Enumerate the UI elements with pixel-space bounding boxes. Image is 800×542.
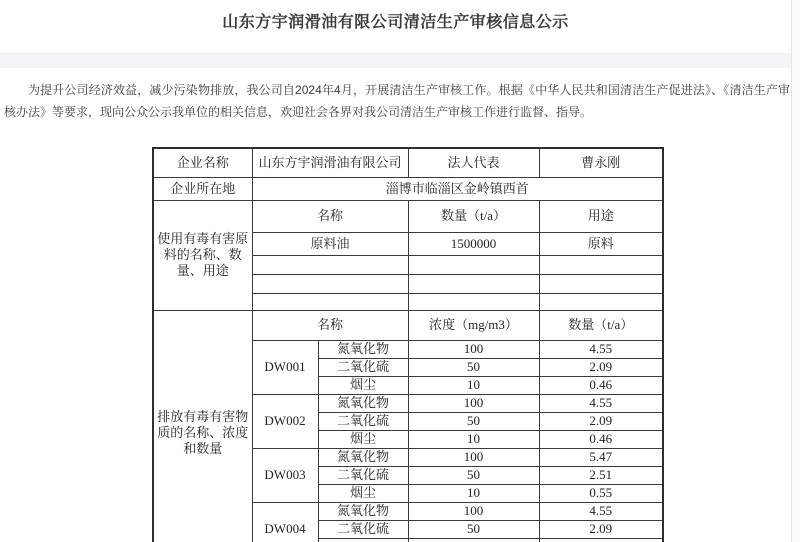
pollutant-name-cell: 烟尘 — [318, 430, 408, 448]
concentration-cell: 100 — [408, 448, 539, 466]
location-cell: 淄博市临淄区金岭镇西首 — [252, 177, 663, 200]
quantity-cell: 0.46 — [539, 376, 663, 394]
dw-code-cell: DW002 — [252, 394, 318, 448]
quantity-cell: 5.47 — [539, 448, 663, 466]
quantity-cell: 2.09 — [539, 358, 663, 376]
pollutant-name-cell: 氮氧化物 — [318, 448, 408, 466]
table-row — [153, 177, 663, 200]
material-quantity-cell — [408, 293, 539, 310]
concentration-cell: 50 — [408, 520, 539, 538]
pollutant-name-cell: 烟尘 — [318, 484, 408, 502]
concentration-cell: 100 — [408, 502, 539, 520]
page-title: 山东方宇润滑油有限公司清洁生产审核信息公示 — [222, 14, 569, 31]
pollutant-name-cell: 氮氧化物 — [318, 340, 408, 358]
audit-info-table — [152, 147, 664, 542]
quantity-cell — [539, 538, 663, 542]
dw-code-cell: DW001 — [252, 340, 318, 394]
quantity-cell: 4.55 — [539, 340, 663, 358]
page-header — [0, 0, 791, 53]
quantity-cell: 4.55 — [539, 502, 663, 520]
quantity-cell: 0.55 — [539, 484, 663, 502]
concentration-cell: 50 — [408, 412, 539, 430]
material-usage-cell — [539, 274, 663, 293]
quantity-cell: 2.09 — [539, 412, 663, 430]
pollutant-name-cell: 氮氧化物 — [318, 502, 408, 520]
concentration-cell: 100 — [408, 394, 539, 412]
scrollbar-track[interactable] — [791, 0, 800, 542]
intro-paragraph: 为提升公司经济效益，减少污染物排放，我公司自2024年4月，开展清洁生产审核工作。根据《中华人民共和国清洁生产促进法》、《清洁生产审核办法》等要求，现向公众公示我单位的相关信息，欢迎社会各界对我公司清洁生产审核工作进行监督、指导。 — [4, 83, 790, 119]
material-quantity-cell — [408, 274, 539, 293]
pollutant-name-cell: 氮氧化物 — [318, 394, 408, 412]
concentration-cell: 10 — [408, 430, 539, 448]
company-name-cell: 山东方宇润滑油有限公司 — [252, 148, 408, 177]
quantity-cell: 2.09 — [539, 520, 663, 538]
material-usage-cell: 原料 — [539, 232, 663, 255]
pollutant-name-cell: 二氧化硫 — [318, 466, 408, 484]
pollutant-name-cell: 烟尘 — [318, 376, 408, 394]
emissions-header-name-cell: 名称 — [252, 310, 408, 340]
table-row — [153, 200, 663, 232]
material-name-cell: 原料油 — [252, 232, 408, 255]
emissions-header-quantity-cell: 数量（t/a） — [539, 310, 663, 340]
materials-header-usage-cell: 用途 — [539, 200, 663, 232]
emissions-header-concentration-cell: 浓度（mg/m3） — [408, 310, 539, 340]
material-name-cell — [252, 255, 408, 274]
location-label-cell: 企业所在地 — [153, 177, 252, 200]
material-quantity-cell — [408, 255, 539, 274]
pollutant-name-cell — [318, 538, 408, 542]
concentration-cell: 10 — [408, 484, 539, 502]
concentration-cell: 10 — [408, 376, 539, 394]
material-usage-cell — [539, 255, 663, 274]
material-quantity-cell: 1500000 — [408, 232, 539, 255]
material-name-cell — [252, 293, 408, 310]
legal-rep-cell: 曹永刚 — [539, 148, 663, 177]
quantity-cell: 2.51 — [539, 466, 663, 484]
materials-header-name-cell: 名称 — [252, 200, 408, 232]
concentration-cell — [408, 538, 539, 542]
table-row — [153, 310, 663, 340]
dw-code-cell: DW004 — [252, 502, 318, 542]
pollutant-name-cell: 二氧化硫 — [318, 358, 408, 376]
company-name-label-cell: 企业名称 — [153, 148, 252, 177]
quantity-cell: 0.46 — [539, 430, 663, 448]
legal-rep-label-cell: 法人代表 — [408, 148, 539, 177]
concentration-cell: 100 — [408, 340, 539, 358]
quantity-cell: 4.55 — [539, 394, 663, 412]
materials-section-label-cell: 使用有毒有害原料的名称、数量、用途 — [153, 200, 252, 310]
pollutant-name-cell: 二氧化硫 — [318, 520, 408, 538]
emissions-section-label-cell: 排放有毒有害物质的名称、浓度和数量 — [153, 310, 252, 542]
pollutant-name-cell: 二氧化硫 — [318, 412, 408, 430]
concentration-cell: 50 — [408, 466, 539, 484]
table-row — [153, 148, 663, 177]
material-usage-cell — [539, 293, 663, 310]
header-divider-band — [0, 53, 791, 68]
materials-header-quantity-cell: 数量（t/a） — [408, 200, 539, 232]
concentration-cell: 50 — [408, 358, 539, 376]
material-name-cell — [252, 274, 408, 293]
dw-code-cell: DW003 — [252, 448, 318, 502]
